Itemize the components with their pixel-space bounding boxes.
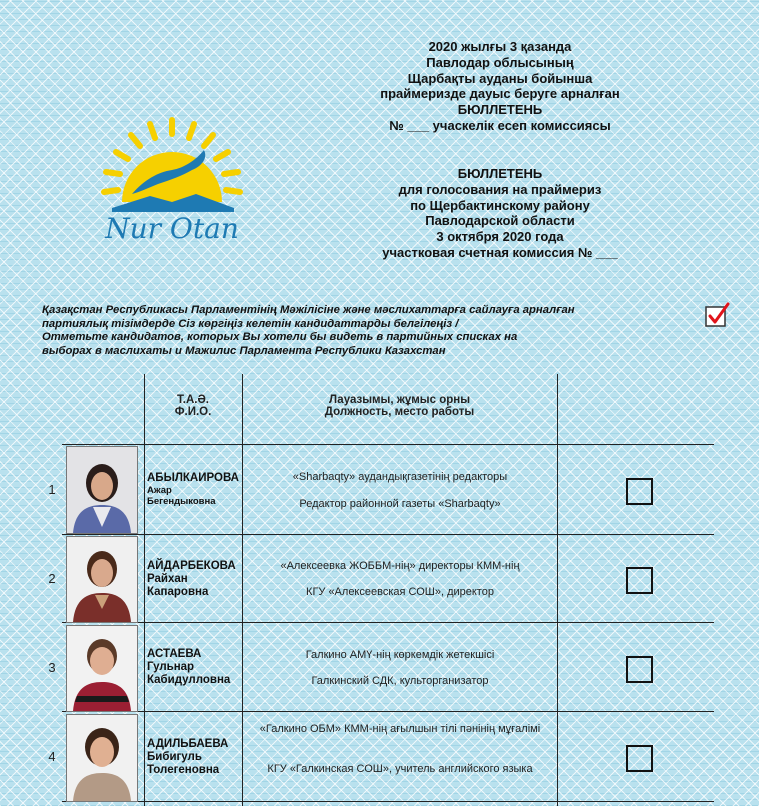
header-ru-line: участковая счетная комиссия № ___ — [382, 244, 618, 260]
instruction-line: Отметьте кандидатов, которых Вы хотели бы видеть в партийных списках на — [42, 331, 518, 343]
nur-otan-logo — [92, 110, 252, 250]
header-kz-line: праймеризде дауыс беруге арналған — [380, 86, 620, 102]
candidate-position-kz: «Галкино ОБМ» КММ-нің ағылшын тілі пәнінің мұғалімі — [259, 723, 541, 735]
candidate-name — [147, 648, 243, 687]
candidate-position-kz: Галкино АМҮ-нің көркемдік жетекшісі — [305, 649, 495, 661]
candidate-position-kz: «Sharbaqty» аудандықгазетінің редакторы — [292, 471, 508, 483]
candidate-surname: АЙДАРБЕКОВА — [147, 560, 236, 572]
vote-checkbox[interactable] — [626, 478, 653, 505]
column-header-name-ru: Ф.И.О. — [174, 406, 212, 418]
candidate-patronymic: Толегеновна — [147, 764, 220, 776]
vote-checkbox[interactable] — [626, 745, 653, 772]
header-ru-line: БЮЛЛЕТЕНЬ — [457, 166, 543, 181]
table-divider — [62, 711, 714, 712]
instruction-text — [42, 304, 692, 358]
candidate-surname: АДИЛЬБАЕВА — [147, 738, 229, 750]
candidate-name — [147, 738, 243, 777]
header-kz-line: № ___ учаскелік есеп комиссиясы — [389, 117, 611, 133]
person-photo-icon — [67, 537, 137, 622]
person-photo-icon — [67, 715, 137, 801]
candidate-position-ru: Редактор районной газеты «Sharbaqty» — [299, 498, 501, 510]
header-kazakh — [300, 39, 700, 134]
column-header-position — [242, 394, 557, 418]
header-ru-line: Павлодарской области — [425, 213, 575, 229]
column-header-position-ru: Должность, место работы — [324, 406, 475, 418]
instruction-line: партиялық тізімдерде Сіз көргіңіз келетін кандидаттарды белгілеңіз / — [42, 317, 459, 330]
person-photo-icon — [67, 626, 137, 711]
candidate-surname: АСТАЕВА — [147, 648, 202, 660]
header-russian — [300, 166, 700, 261]
candidate-position-kz: «Алексеевка ЖОББМ-нің» директоры КММ-нің — [280, 560, 520, 572]
candidate-photo — [66, 446, 138, 534]
candidate-patronymic: Капаровна — [147, 586, 209, 598]
instruction-line: Қазақстан Республикасы Парламентінің Мәжілісіне және мәслихаттарға сайлауға арналған — [42, 304, 575, 316]
candidate-patronymic: Кабидулловна — [147, 674, 231, 686]
vote-checkbox[interactable] — [626, 567, 653, 594]
candidate-name — [147, 560, 243, 599]
table-divider — [62, 444, 714, 445]
table-divider — [62, 622, 714, 623]
header-ru-line: для голосования на праймериз — [398, 181, 602, 197]
header-kz-line: БЮЛЛЕТЕНЬ — [457, 102, 543, 118]
row-number: 4 — [48, 749, 56, 764]
eagle-sun-logo-icon — [104, 120, 240, 212]
table-divider — [557, 374, 558, 806]
instruction-line: выборах в маслихаты и Мажилис Парламента Республики Казахстан — [42, 344, 446, 357]
column-header-name-kz: Т.А.Ә. — [177, 394, 209, 406]
column-header-name — [144, 394, 242, 418]
ballot-table — [48, 374, 714, 806]
candidate-position-ru: Галкинский СДК, культорганизатор — [311, 675, 489, 687]
row-number: 1 — [48, 482, 56, 497]
candidate-given-name: Райхан — [147, 573, 188, 585]
candidate-position-ru: КГУ «Галкинская СОШ», учитель английского языка — [267, 763, 533, 775]
candidate-photo — [66, 625, 138, 712]
header-kz-line: 2020 жылғы 3 қазанда — [428, 39, 572, 54]
candidate-patronymic: Бегендыковна — [147, 496, 216, 507]
candidate-name — [147, 472, 243, 507]
logo-text: Nur Otan — [105, 212, 239, 245]
vote-checkbox[interactable] — [626, 656, 653, 683]
checkbox-checked-icon — [704, 302, 730, 328]
candidate-photo — [66, 714, 138, 802]
candidate-given-name: Гульнар — [147, 661, 195, 673]
person-photo-icon — [67, 447, 137, 533]
candidate-photo — [66, 536, 138, 623]
table-divider — [62, 801, 714, 802]
candidate-surname: АБЫЛКАИРОВА — [147, 472, 239, 484]
candidate-position-ru: КГУ «Алексеевская СОШ», директор — [306, 586, 494, 598]
candidate-given-name: Бибигуль — [147, 751, 202, 763]
row-number: 2 — [48, 571, 56, 586]
table-divider — [62, 534, 714, 535]
header-kz-line: Щарбақты ауданы бойынша — [407, 70, 593, 86]
row-number: 3 — [48, 660, 56, 675]
column-header-position-kz: Лауазымы, жұмыс орны — [328, 394, 471, 406]
table-divider — [144, 374, 145, 806]
header-ru-line: по Щербактинскому району — [410, 197, 590, 213]
header-ru-line: 3 октября 2020 года — [436, 229, 564, 245]
header-kz-line: Павлодар облысының — [426, 54, 574, 70]
candidate-given-name: Ажар — [147, 485, 172, 496]
